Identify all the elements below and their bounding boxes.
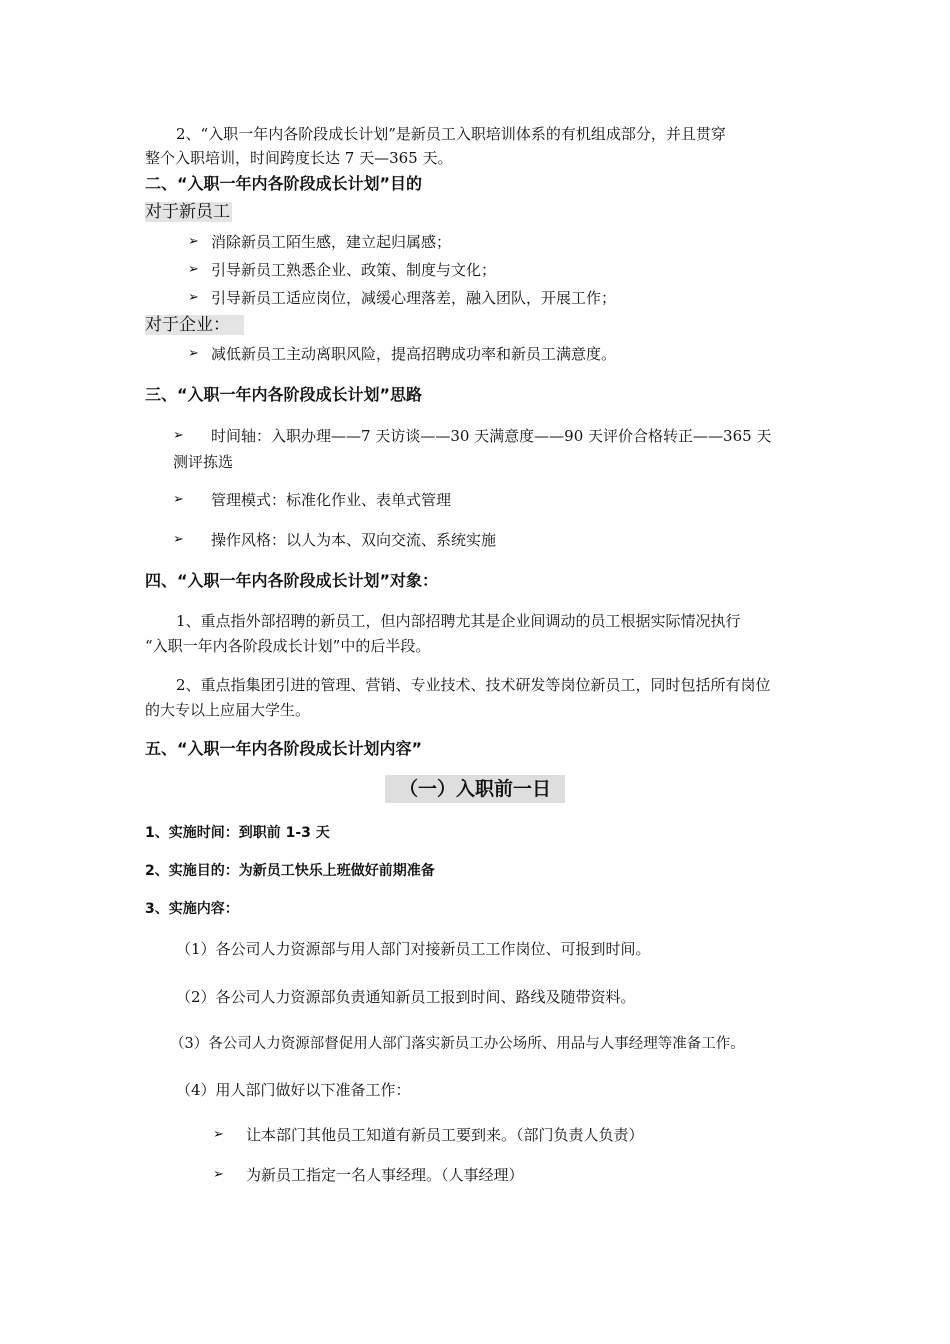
list-item: 操作风格：以人为本、双向交流、系统实施 [211, 531, 497, 549]
for-company-label: 对于企业： [145, 315, 244, 335]
bullet-arrow-icon: ➢ [213, 1167, 224, 1182]
list-item: 管理模式：标准化作业、表单式管理 [211, 491, 452, 509]
intro-line-2: 整个入职培训，时间跨度长达 7 天—365 天。 [145, 149, 453, 167]
list-item: 让本部门其他员工知道有新员工要到来。（部门负责人负责） [246, 1126, 644, 1144]
section-3-heading: 三、“入职一年内各阶段成长计划”思路 [145, 385, 423, 404]
bullet-arrow-icon: ➢ [173, 428, 184, 443]
list-item: 引导新员工熟悉企业、政策、制度与文化； [211, 261, 497, 279]
list-item: 消除新员工陌生感，建立起归属感； [211, 233, 452, 251]
list-item: 时间轴：入职办理——7 天访谈——30 天满意度——90 天评价合格转正——365 天 [211, 427, 772, 445]
step-item: （3）各公司人力资源部督促用人部门落实新员工办公场所、用品与人事经理等准备工作。 [170, 1036, 745, 1052]
list-item: 为新员工指定一名人事经理。（人事经理） [246, 1166, 524, 1184]
list-item: 减低新员工主动离职风险，提高招聘成功率和新员工满意度。 [211, 345, 617, 363]
implementation-content-label: 3、实施内容： [145, 901, 239, 917]
bullet-arrow-icon: ➢ [213, 1127, 224, 1142]
section-4-p1-line-1: 1、重点指外部招聘的新员工，但内部招聘尤其是企业间调动的员工根据实际情况执行 [176, 612, 741, 630]
bullet-arrow-icon: ➢ [188, 262, 199, 277]
implementation-time: 1、实施时间：到职前 1-3 天 [145, 825, 330, 841]
step-item: （2）各公司人力资源部负责通知新员工报到时间、路线及随带资料。 [176, 988, 636, 1006]
section-4-p1-line-2: “入职一年内各阶段成长计划”中的后半段。 [145, 637, 431, 655]
bullet-arrow-icon: ➢ [188, 346, 199, 361]
section-4-p2-line-1: 2、重点指集团引进的管理、营销、专业技术、技术研发等岗位新员工，同时包括所有岗位 [176, 676, 771, 694]
for-employee-label: 对于新员工 [145, 202, 230, 222]
step-item: （4）用人部门做好以下准备工作： [176, 1081, 411, 1099]
step-item: （1）各公司人力资源部与用人部门对接新员工工作岗位、可报到时间。 [176, 940, 651, 958]
section-5-heading: 五、“入职一年内各阶段成长计划内容” [145, 739, 423, 758]
bullet-arrow-icon: ➢ [188, 234, 199, 249]
implementation-purpose: 2、实施目的：为新员工快乐上班做好前期准备 [145, 863, 435, 879]
bullet-arrow-icon: ➢ [188, 290, 199, 305]
bullet-arrow-icon: ➢ [173, 532, 184, 547]
section-2-heading: 二、“入职一年内各阶段成长计划”目的 [145, 174, 423, 193]
intro-line-1: 2、“入职一年内各阶段成长计划”是新员工入职培训体系的有机组成部分，并且贯穿 [176, 125, 726, 143]
section-4-p2-line-2: 的大专以上应届大学生。 [145, 701, 311, 719]
list-item: 引导新员工适应岗位，减缓心理落差，融入团队，开展工作； [211, 289, 617, 307]
section-4-heading: 四、“入职一年内各阶段成长计划”对象： [145, 571, 439, 590]
subsection-title: （一）入职前一日 [385, 775, 565, 803]
list-item-continuation: 测评拣选 [173, 453, 234, 471]
bullet-arrow-icon: ➢ [173, 492, 184, 507]
